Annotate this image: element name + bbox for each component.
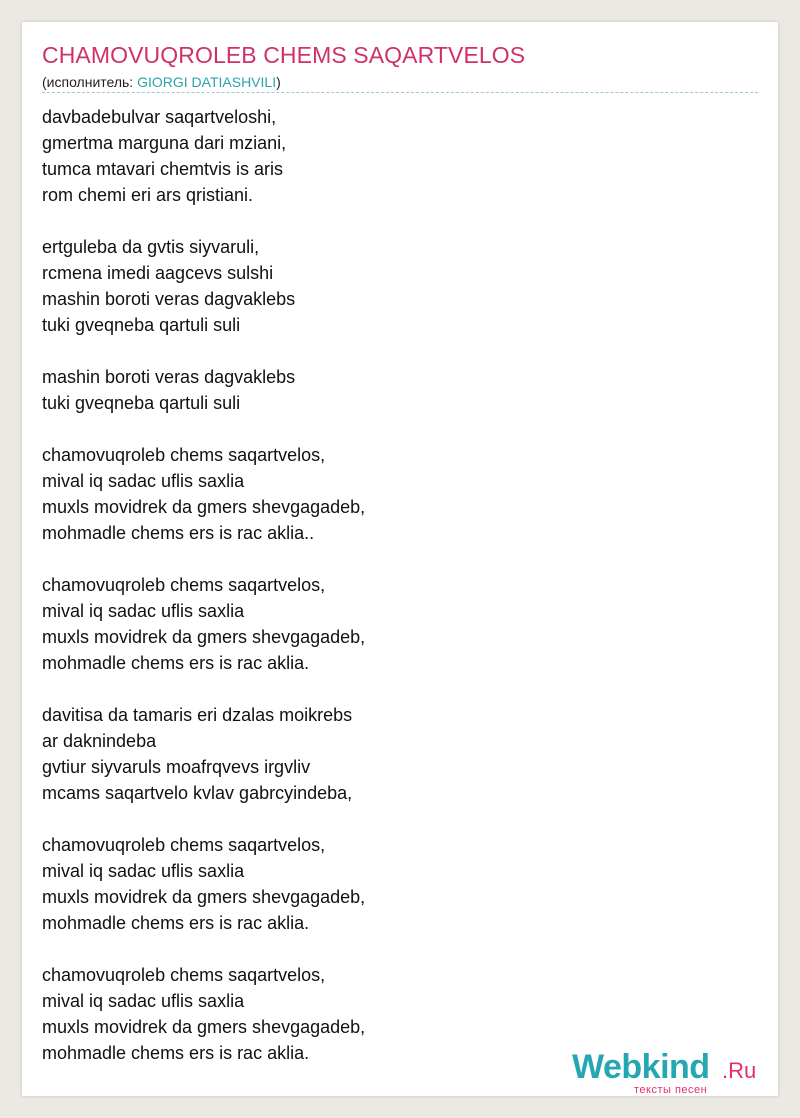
- site-logo[interactable]: [572, 1048, 772, 1094]
- artist-prefix: (исполнитель:: [42, 74, 138, 90]
- lyrics-line: muxls movidrek da gmers shevgagadeb,: [42, 887, 366, 907]
- lyrics-line: tumca mtavari chemtvis is aris: [42, 159, 284, 179]
- lyrics-line: mcams saqartvelo kvlav gabrcyindeba,: [42, 783, 353, 803]
- lyrics-stanza: [42, 832, 742, 936]
- lyrics-stanza: [42, 442, 742, 546]
- lyrics-body: [42, 104, 742, 1092]
- lyrics-stanza: [42, 234, 742, 338]
- lyrics-line: mival iq sadac uflis saxlia: [42, 861, 245, 881]
- lyrics-line: muxls movidrek da gmers shevgagadeb,: [42, 627, 366, 647]
- logo-wordmark: Webkind: [572, 1048, 710, 1086]
- logo-tld: .Ru: [722, 1058, 757, 1083]
- song-title: CHAMOVUQROLEB CHEMS SAQARTVELOS: [42, 42, 526, 68]
- lyrics-line: chamovuqroleb chems saqartvelos,: [42, 445, 326, 465]
- lyrics-line: chamovuqroleb chems saqartvelos,: [42, 965, 326, 985]
- lyrics-line: davitisa da tamaris eri dzalas moikrebs: [42, 705, 353, 725]
- lyrics-line: rcmena imedi aagcevs sulshi: [42, 263, 274, 283]
- artist-suffix: ): [276, 74, 281, 90]
- lyrics-line: ertguleba da gvtis siyvaruli,: [42, 237, 260, 257]
- lyrics-stanza: [42, 364, 742, 416]
- divider: [42, 92, 758, 93]
- lyrics-line: gmertma marguna dari mziani,: [42, 133, 287, 153]
- lyrics-card: [22, 22, 778, 1096]
- lyrics-stanza: [42, 572, 742, 676]
- lyrics-line: rom chemi eri ars qristiani.: [42, 185, 254, 205]
- lyrics-line: mohmadle chems ers is rac aklia..: [42, 523, 315, 543]
- lyrics-line: mashin boroti veras dagvaklebs: [42, 289, 296, 309]
- lyrics-line: mashin boroti veras dagvaklebs: [42, 367, 296, 387]
- artist-line: [42, 74, 281, 90]
- lyrics-line: chamovuqroleb chems saqartvelos,: [42, 835, 326, 855]
- lyrics-line: tuki gveqneba qartuli suli: [42, 393, 241, 413]
- lyrics-line: tuki gveqneba qartuli suli: [42, 315, 241, 335]
- lyrics-stanza: [42, 702, 742, 806]
- lyrics-line: mohmadle chems ers is rac aklia.: [42, 1043, 310, 1063]
- lyrics-line: davbadebulvar saqartveloshi,: [42, 107, 277, 127]
- lyrics-line: mival iq sadac uflis saxlia: [42, 601, 245, 621]
- artist-link[interactable]: GIORGI DATIASHVILI: [137, 74, 277, 90]
- lyrics-line: mohmadle chems ers is rac aklia.: [42, 913, 310, 933]
- lyrics-line: mival iq sadac uflis saxlia: [42, 471, 245, 491]
- lyrics-line: ar daknindeba: [42, 731, 157, 751]
- lyrics-stanza: [42, 104, 742, 208]
- lyrics-line: chamovuqroleb chems saqartvelos,: [42, 575, 326, 595]
- lyrics-line: gvtiur siyvaruls moafrqvevs irgvliv: [42, 757, 311, 777]
- lyrics-line: mival iq sadac uflis saxlia: [42, 991, 245, 1011]
- lyrics-line: mohmadle chems ers is rac aklia.: [42, 653, 310, 673]
- lyrics-line: muxls movidrek da gmers shevgagadeb,: [42, 1017, 366, 1037]
- lyrics-line: muxls movidrek da gmers shevgagadeb,: [42, 497, 366, 517]
- logo-tagline: тексты песен: [634, 1084, 708, 1096]
